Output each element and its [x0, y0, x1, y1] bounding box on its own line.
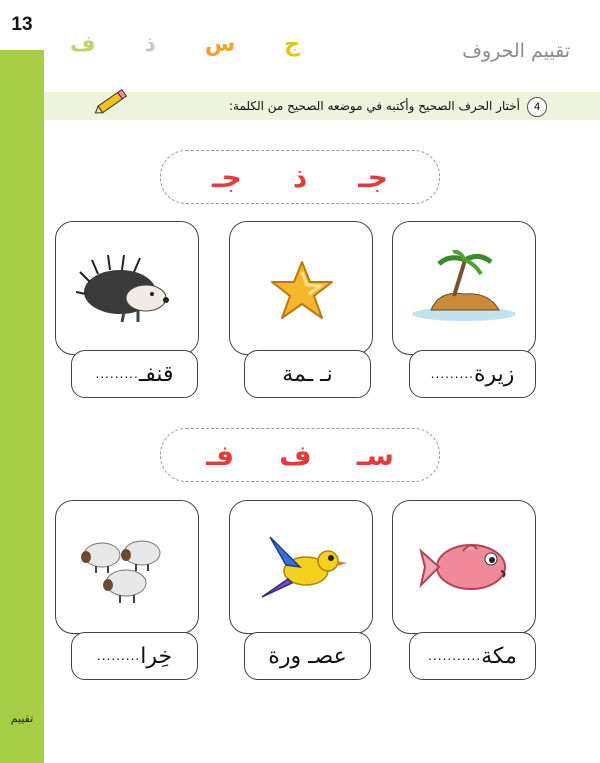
word-box[interactable]: زيرة .........: [409, 350, 536, 398]
word-box[interactable]: نـ ـمة: [244, 350, 371, 398]
choice-letter[interactable]: ذ: [292, 160, 308, 194]
bird-icon: [256, 531, 348, 603]
letter-choices-2: [160, 428, 440, 482]
fish-icon: [417, 537, 513, 597]
picture-card-hedgehog: [55, 221, 199, 355]
header-letter: ج: [284, 32, 300, 57]
word-box[interactable]: قنفـ .........: [71, 350, 198, 398]
header-letter: ذ: [144, 32, 156, 57]
picture-card-sheep: [55, 500, 199, 634]
sheep-icon: [78, 533, 178, 607]
instruction-number: 4: [527, 97, 547, 117]
star-icon: [268, 258, 336, 324]
header-letter: س: [204, 32, 236, 57]
picture-card-bird: [229, 500, 373, 634]
instruction-text: أختار الحرف الصحيح وأكتبه في موضعه الصحيح من الكلمة:: [228, 99, 520, 113]
word-box[interactable]: خِرا .........: [71, 632, 198, 680]
header-letters: [70, 32, 300, 57]
word-box[interactable]: عصـ ورة: [244, 632, 371, 680]
page-number: 13: [0, 0, 44, 50]
choice-letter[interactable]: ف: [279, 438, 312, 472]
picture-card-star: [229, 221, 373, 355]
choice-letter[interactable]: جـ: [212, 160, 242, 194]
choice-letter[interactable]: سـ: [356, 438, 394, 472]
page-title: تقييم الحروف: [462, 40, 570, 62]
sidebar-label: تقييم: [10, 712, 34, 725]
island-icon: [409, 250, 519, 326]
choice-letter[interactable]: جـ: [358, 160, 388, 194]
hedgehog-icon: [76, 252, 180, 326]
letter-choices-1: [160, 150, 440, 204]
picture-card-island: [392, 221, 536, 355]
picture-card-fish: [392, 500, 536, 634]
left-sidebar: [0, 0, 44, 763]
pencil-icon: [92, 86, 130, 118]
header-letter: ف: [70, 32, 96, 57]
word-box[interactable]: مكة ...........: [409, 632, 536, 680]
choice-letter[interactable]: فـ: [206, 438, 235, 472]
